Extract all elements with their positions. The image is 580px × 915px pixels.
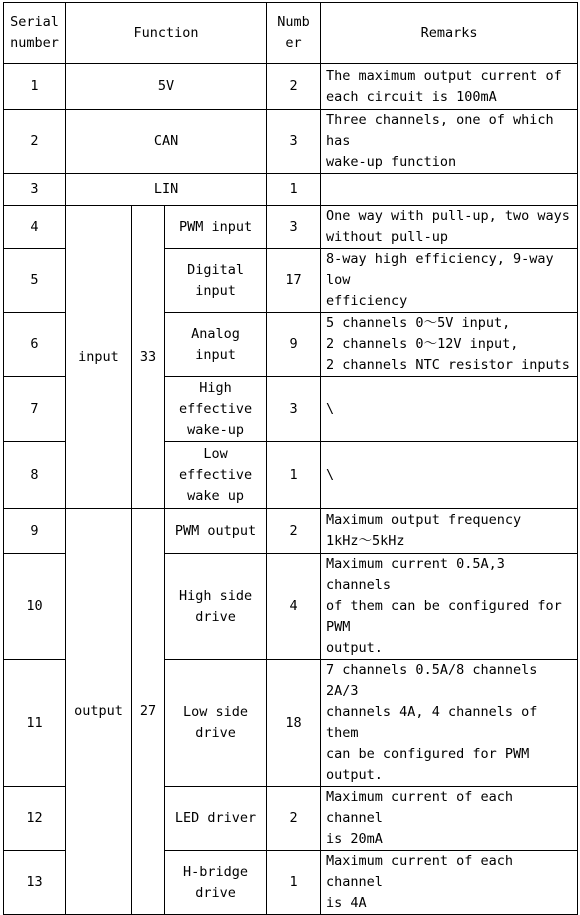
remarks-cell xyxy=(321,174,578,206)
table-row xyxy=(4,206,578,249)
serial-cell: 3 xyxy=(4,174,66,206)
number-cell: 1 xyxy=(267,442,321,509)
group-input-count: 33 xyxy=(132,206,165,509)
remarks-cell: Maximum current 0.5A,3 channels of them can be configured for PWM output. xyxy=(321,554,578,660)
remarks-cell: \ xyxy=(321,377,578,442)
remarks-cell: The maximum output current of each circuit is 100mA xyxy=(321,64,578,110)
function-cell: Digital input xyxy=(165,249,267,313)
function-cell: Low side drive xyxy=(165,660,267,787)
number-cell: 3 xyxy=(267,377,321,442)
number-cell: 18 xyxy=(267,660,321,787)
serial-cell: 7 xyxy=(4,377,66,442)
serial-cell: 10 xyxy=(4,554,66,660)
table-row xyxy=(4,64,578,110)
remarks-header: Remarks xyxy=(321,3,578,64)
remarks-cell: 8-way high efficiency, 9-way low efficiency xyxy=(321,249,578,313)
spec-table xyxy=(3,2,578,915)
remarks-cell: One way with pull-up, two ways without pull-up xyxy=(321,206,578,249)
function-cell: H-bridge drive xyxy=(165,851,267,915)
remarks-cell: Maximum current of each channel is 4A xyxy=(321,851,578,915)
remarks-cell: Maximum output frequency 1kHz～5kHz xyxy=(321,509,578,554)
serial-cell: 1 xyxy=(4,64,66,110)
group-input-label: input xyxy=(66,206,132,509)
serial-cell: 13 xyxy=(4,851,66,915)
number-cell: 1 xyxy=(267,851,321,915)
number-header: Numb er xyxy=(267,3,321,64)
number-cell: 1 xyxy=(267,174,321,206)
table-row xyxy=(4,110,578,174)
function-cell: PWM input xyxy=(165,206,267,249)
function-cell: High effective wake-up xyxy=(165,377,267,442)
function-cell: CAN xyxy=(66,110,267,174)
serial-cell: 11 xyxy=(4,660,66,787)
remarks-cell: Maximum current of each channel is 20mA xyxy=(321,787,578,851)
table-row xyxy=(4,174,578,206)
remarks-cell: 5 channels 0～5V input, 2 channels 0～12V input, 2 channels NTC resistor inputs xyxy=(321,313,578,377)
function-cell: 5V xyxy=(66,64,267,110)
serial-cell: 6 xyxy=(4,313,66,377)
serial-cell: 4 xyxy=(4,206,66,249)
number-cell: 4 xyxy=(267,554,321,660)
number-cell: 2 xyxy=(267,64,321,110)
function-cell: High side drive xyxy=(165,554,267,660)
header-row xyxy=(4,3,578,64)
table-row xyxy=(4,509,578,554)
number-cell: 17 xyxy=(267,249,321,313)
remarks-cell: 7 channels 0.5A/8 channels 2A/3 channels 4A, 4 channels of them can be configured for PWM output. xyxy=(321,660,578,787)
serial-cell: 5 xyxy=(4,249,66,313)
number-cell: 2 xyxy=(267,509,321,554)
function-cell: Analog input xyxy=(165,313,267,377)
function-cell: LIN xyxy=(66,174,267,206)
function-cell: PWM output xyxy=(165,509,267,554)
function-cell: LED driver xyxy=(165,787,267,851)
serial-number-header: Serial number xyxy=(4,3,66,64)
serial-cell: 12 xyxy=(4,787,66,851)
serial-cell: 2 xyxy=(4,110,66,174)
group-output-count: 27 xyxy=(132,509,165,915)
function-cell: Low effective wake up xyxy=(165,442,267,509)
function-header: Function xyxy=(66,3,267,64)
remarks-cell: Three channels, one of which has wake-up function xyxy=(321,110,578,174)
group-output-label: output xyxy=(66,509,132,915)
number-cell: 3 xyxy=(267,110,321,174)
number-cell: 9 xyxy=(267,313,321,377)
remarks-cell: \ xyxy=(321,442,578,509)
number-cell: 3 xyxy=(267,206,321,249)
number-cell: 2 xyxy=(267,787,321,851)
serial-cell: 9 xyxy=(4,509,66,554)
serial-cell: 8 xyxy=(4,442,66,509)
